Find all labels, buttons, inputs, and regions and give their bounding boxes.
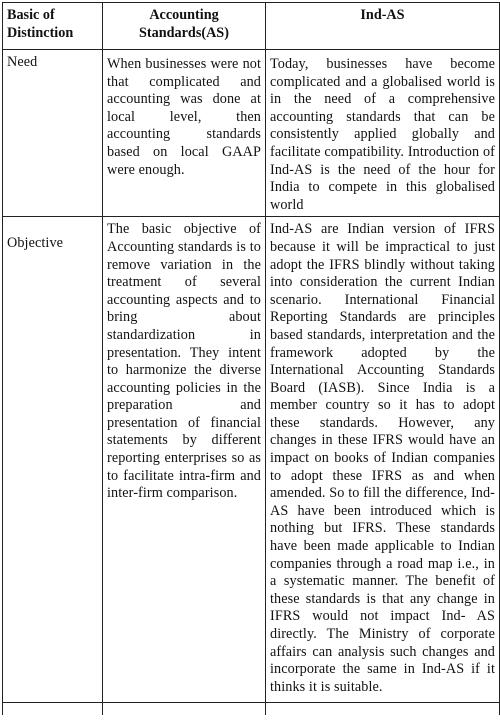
cell-accounting-standards-need: When businesses were not that complicated and accounting was done at local level, then accounting standards based on local GAAP were enough. [103, 50, 266, 217]
cell-continuation-basis [3, 703, 103, 716]
cell-ind-as-need: Today, businesses have become complicated and a globalised world is in the need of a comprehensive accounting standards that can be consistently applied globally and facilitate compatibility. Introduction of Ind-AS is the need of the hour for India to compete in this globalised world [266, 50, 500, 217]
header-basis: Basic of Distinction [3, 3, 103, 50]
cell-continuation-ind [266, 703, 500, 716]
cell-accounting-standards-objective: The basic objective of Accounting standards is to remove variation in the treatment of several accounting aspects and to bring about standardization in presentation. They intent to harmonize the diverse accounting policies in the preparation and presentation of financial statements by different reporting enterprises so as to facilitate intra-firm and inter-firm comparison. [103, 217, 266, 703]
cell-ind-as-objective: Ind-AS are Indian version of IFRS because it will be impractical to just adopt the IFRS blindly without taking into consideration the current Indian scenario. International Financial Reporting Standards are principles based standards, interpretation and the framework adopted by the International Accounting Standards Board (IASB). Since India is a member country so it has to adopt these standards. However, any changes in these IFRS would have an impact on books of Indian companies to adopt these IFRS as and when amended. So to fill the difference, Ind-AS have been introduced which is nothing but IFRS. These standards have been made applicable to Indian companies through a road map i.e., in a systematic manner. The benefit of these standards is that any change in IFRS would not impact Ind- AS directly. The Ministry of corporate affairs can analysis such changes and incorporate the same in Ind-AS if it thinks it is suitable. [266, 217, 500, 703]
table-row-objective [3, 217, 500, 703]
table-row-need [3, 50, 500, 217]
comparison-table [2, 2, 500, 715]
cell-basis-objective: Objective [3, 217, 103, 703]
table-header-row [3, 3, 500, 50]
header-accounting-standards: Accounting Standards(AS) [103, 3, 266, 50]
table-row-continuation [3, 703, 500, 716]
cell-continuation-as [103, 703, 266, 716]
header-ind-as: Ind-AS [266, 3, 500, 50]
cell-basis-need: Need [3, 50, 103, 217]
